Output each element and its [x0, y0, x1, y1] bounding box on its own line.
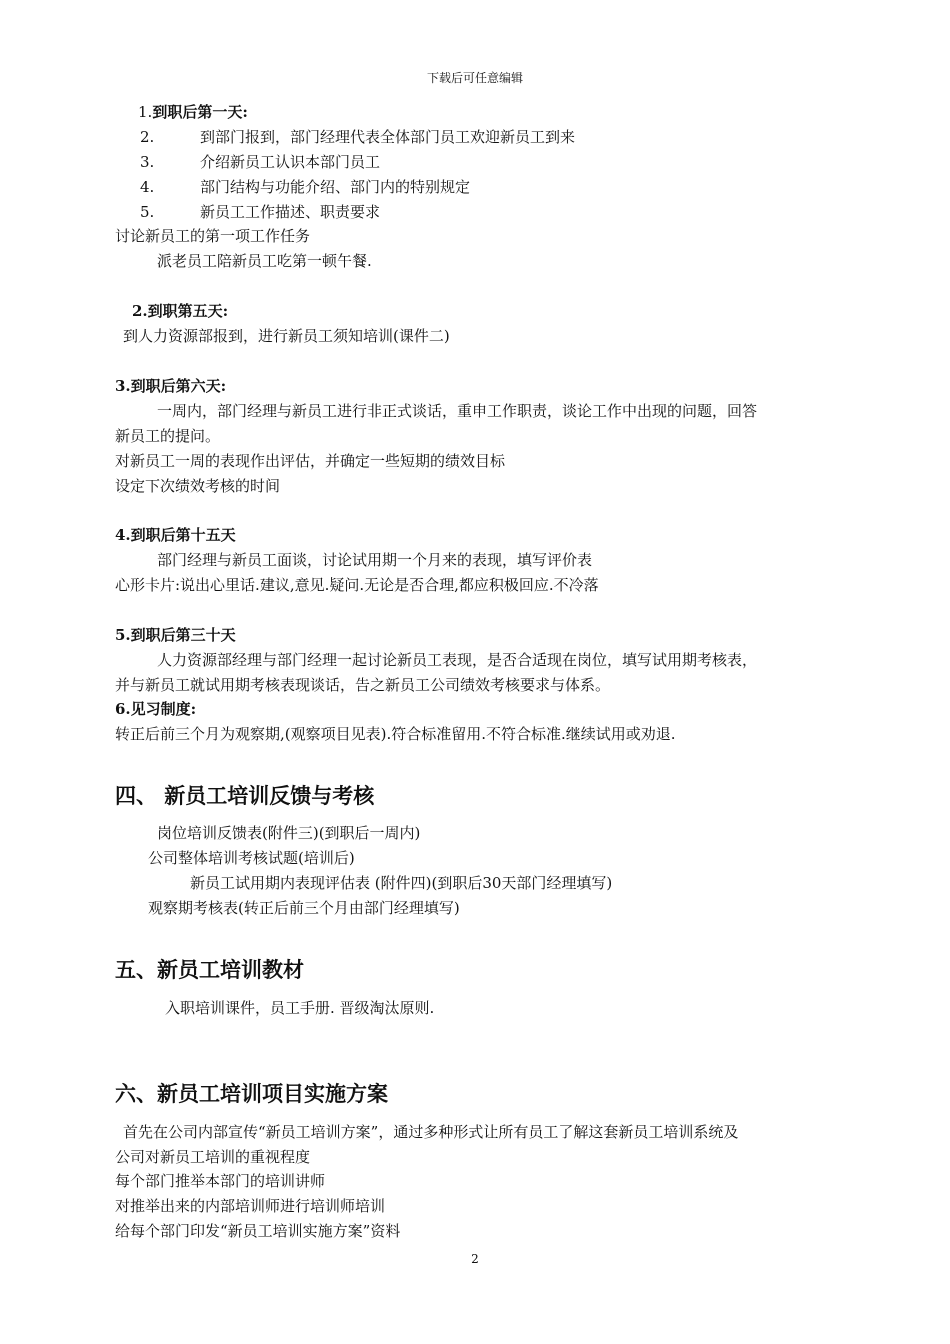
day6-line: 设定下次绩效考核的时间 — [115, 477, 281, 495]
intern-line: 转正后前三个月为观察期,(观察项目见表).符合标准留用.不符合标准.继续试用或劝退. — [115, 725, 676, 743]
day1-item-num: 3. — [140, 153, 155, 171]
day1-item-num: 5. — [140, 203, 155, 221]
day5-line: 到人力资源部报到，进行新员工须知培训(课件二) — [123, 327, 450, 345]
section6-line: 每个部门推举本部门的培训讲师 — [115, 1172, 326, 1190]
page-number: 2 — [471, 1252, 479, 1266]
day1-item — [140, 202, 380, 222]
section6-title: 六、新员工培训项目实施方案 — [115, 1081, 388, 1106]
section4-item: 岗位培训反馈表(附件三)(到职后一周内) — [157, 824, 421, 842]
day1-item — [140, 127, 575, 147]
day1-item-num: 2. — [140, 128, 155, 146]
day1-item-text: 部门结构与功能介绍、部门内的特别规定 — [200, 178, 471, 196]
section4-item: 新员工试用期内表现评估表 (附件四)(到职后30天部门经理填写) — [190, 874, 613, 892]
day15-line: 心形卡片:说出心里话.建议,意见.疑问.无论是否合理,都应积极回应.不冷落 — [115, 576, 599, 594]
section5-line: 入职培训课件，员工手册. 晋级淘汰原则. — [165, 999, 435, 1017]
day6-paragraph: 新员工的提问。 — [115, 427, 221, 445]
day30-paragraph: 并与新员工就试用期考核表现谈话，告之新员工公司绩效考核要求与体系。 — [115, 676, 611, 694]
day6-heading: 3.到职后第六天: — [115, 377, 227, 395]
section6-paragraph: 首先在公司内部宣传“新员工培训方案”，通过多种形式让所有员工了解这套新员工培训系统及 — [123, 1123, 739, 1141]
day1-item-text: 到部门报到，部门经理代表全体部门员工欢迎新员工到来 — [200, 128, 576, 146]
section6-line: 对推举出来的内部培训师进行培训师培训 — [115, 1197, 386, 1215]
day1-heading — [138, 102, 248, 122]
day1-item-text: 新员工工作描述、职责要求 — [200, 203, 381, 221]
day5-heading: 2.到职第五天: — [132, 302, 229, 320]
day1-item-text: 介绍新员工认识本部门员工 — [200, 153, 381, 171]
day1-item-num: 4. — [140, 178, 155, 196]
page-header: 下载后可任意编辑 — [426, 71, 523, 85]
section5-title: 五、新员工培训教材 — [115, 957, 304, 982]
section4-item: 公司整体培训考核试题(培训后) — [148, 849, 355, 867]
section4-title: 四、 新员工培训反馈与考核 — [115, 783, 375, 808]
day15-line: 部门经理与新员工面谈，讨论试用期一个月来的表现，填写评价表 — [157, 551, 593, 569]
day1-item — [140, 177, 470, 197]
day1-line: 派老员工陪新员工吃第一顿午餐. — [157, 252, 372, 270]
day30-paragraph: 人力资源部经理与部门经理一起讨论新员工表现，是否合适现在岗位，填写试用期考核表， — [157, 651, 758, 669]
day1-heading-num: 1. — [138, 103, 153, 121]
day6-line: 对新员工一周的表现作出评估，并确定一些短期的绩效目标 — [115, 452, 506, 470]
day15-heading: 4.到职后第十五天 — [115, 526, 236, 544]
day1-line: 讨论新员工的第一项工作任务 — [115, 227, 311, 245]
day1-heading-text: 到职后第一天: — [152, 103, 248, 121]
day1-item — [140, 152, 380, 172]
day30-heading: 5.到职后第三十天 — [115, 626, 236, 644]
day6-paragraph: 一周内，部门经理与新员工进行非正式谈话，重申工作职责，谈论工作中出现的问题，回答 — [157, 402, 758, 420]
section4-item: 观察期考核表(转正后前三个月由部门经理填写) — [148, 899, 460, 917]
section6-line: 给每个部门印发“新员工培训实施方案”资料 — [115, 1222, 401, 1240]
intern-heading: 6.见习制度: — [115, 700, 197, 718]
section6-paragraph: 公司对新员工培训的重视程度 — [115, 1148, 311, 1166]
